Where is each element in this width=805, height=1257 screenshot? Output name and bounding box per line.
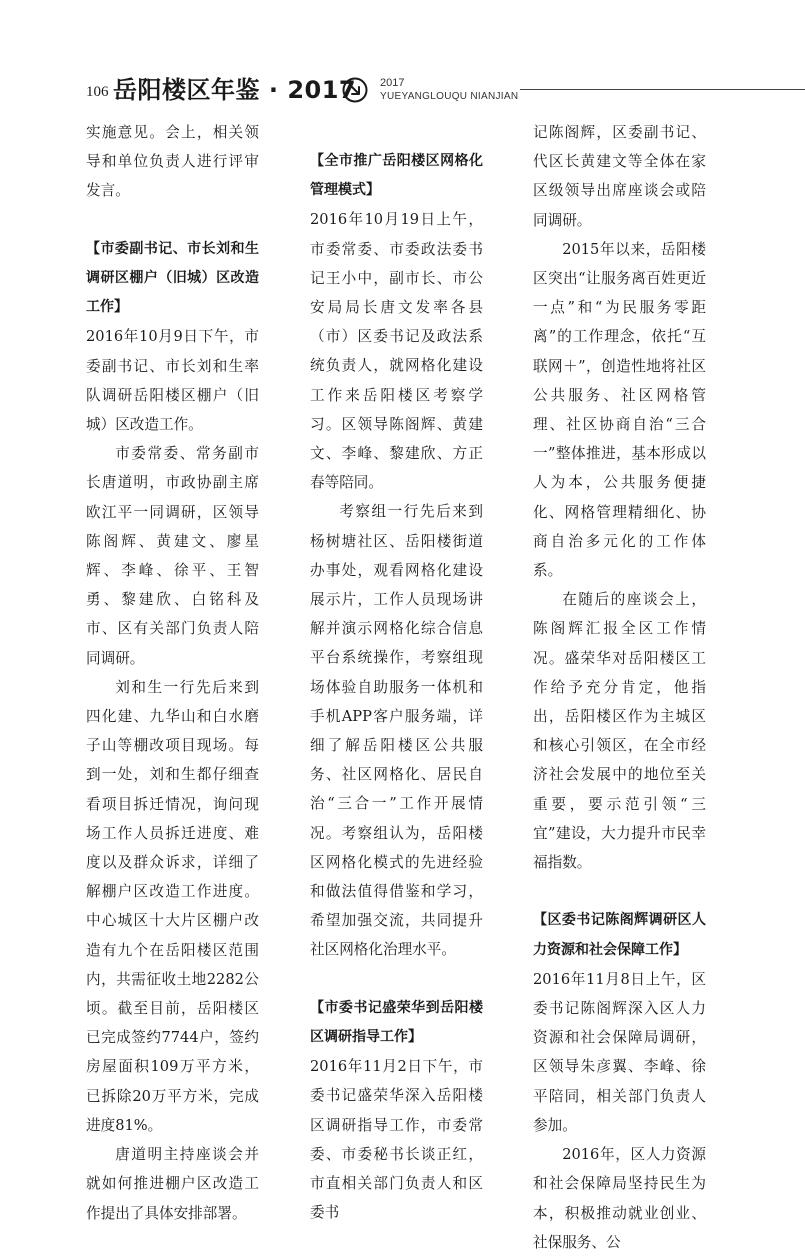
paragraph: 唐道明主持座谈会并就如何推进棚户区改造工作提出了具体安排部署。 xyxy=(86,1146,259,1222)
section-heading: 【全市推广岳阳楼区网格化管理模式】 xyxy=(310,153,483,199)
paragraph: 2016年，区人力资源和社会保障局坚持民生为本，积极推动就业创业、社保服务、公 xyxy=(533,1146,706,1251)
paragraph: 刘和生一行先后来到四化建、九华山和白水磨子山等棚改项目现场。每到一处，刘和生都仔细查看项目拆迁情况，询问现场工作人员拆迁进度、难度以及群众诉求，详细了解棚户区改造工作进度。中心城区十大片区棚户改造有九个在岳阳楼区范围内，共需征收土地2282公顷。截至目前，岳阳楼区已完成签约7744户，签约房屋面积109万平方米，已拆除20万平方米，完成进度81%。 xyxy=(86,678,259,1134)
paragraph: 市委常委、常务副市长唐道明，市政协副主席欧江平一同调研，区领导陈阁辉、黄建文、廖星辉、李峰、徐平、王智勇、黎建欣、白铭科及市、区有关部门负责人陪同调研。 xyxy=(86,445,259,667)
book-title: 岳阳楼区年鉴 · 2017 xyxy=(113,76,357,104)
paragraph: 2016年11月8日上午，区委书记陈阁辉深入区人力资源和社会保障局调研，区领导朱彦翼、李峰、徐平陪同，相关部门负责人参加。 xyxy=(533,970,706,1134)
section-heading: 【区委书记陈阁辉调研区人力资源和社会保障工作】 xyxy=(533,912,706,958)
paragraph: 2015年以来，岳阳楼区突出“让服务离百姓更近一点”和“为民服务零距离”的工作理念，依托“互联网＋”，创造性地将社区公共服务、社区网格管理、社区协商自治“三合一”整体推进，基本形成以人为本，公共服务便捷化、网格管理精细化、协商自治多元化的工作体系。 xyxy=(533,240,706,580)
text-column-2 xyxy=(310,147,483,1228)
header-year: 2017 xyxy=(380,77,405,89)
page-header xyxy=(0,0,805,110)
paragraph: 2016年11月2日下午，市委书记盛荣华深入岳阳楼区调研指导工作，市委常委、市委秘书长谈正红，市直相关部门负责人和区委书 xyxy=(310,1058,483,1222)
section-heading: 【市委书记盛荣华到岳阳楼区调研指导工作】 xyxy=(310,999,483,1046)
paragraph: 记陈阁辉，区委副书记、代区长黄建文等全体在家区级领导出席座谈会或陪同调研。 xyxy=(533,124,706,229)
circled-arrow-icon xyxy=(342,77,368,103)
paragraph: 2016年10月19日上午，市委常委、市委政法委书记王小中，副市长、市公安局局长唐文发率各县（市）区委书记及政法系统负责人，就网格化建设工作来岳阳楼区考察学习。区领导陈阁辉、黄建文、李峰、黎建欣、方正春等陪同。 xyxy=(310,211,483,492)
header-pinyin-title: YUEYANGLOUQU NIANJIAN xyxy=(380,91,519,102)
page-number: 106 xyxy=(86,84,109,100)
text-column-1 xyxy=(86,118,259,1228)
header-rule xyxy=(520,89,805,90)
paragraph: 考察组一行先后来到杨树塘社区、岳阳楼街道办事处，观看网格化建设展示片，工作人员现场讲解并演示网格化综合信息平台系统操作，考察组现场体验自助服务一体机和手机APP客户服务端，详细了解岳阳楼区公共服务、社区网格化、居民自治“三合一”工作开展情况。考察组认为，岳阳楼区网格化模式的先进经验和做法值得借鉴和学习，希望加强交流，共同提升社区网格化治理水平。 xyxy=(310,503,483,959)
paragraph: 实施意见。会上，相关领导和单位负责人进行评审发言。 xyxy=(86,124,259,200)
text-column-3 xyxy=(533,118,706,1257)
paragraph: 2016年10月9日下午，市委副书记、市长刘和生率队调研岳阳楼区棚户（旧城）区改造工作。 xyxy=(86,328,259,434)
section-heading: 【市委副书记、市长刘和生调研区棚户（旧城）区改造工作】 xyxy=(86,240,259,316)
paragraph: 在随后的座谈会上，陈阁辉汇报全区工作情况。盛荣华对岳阳楼区工作给予充分肯定，他指出，岳阳楼区作为主城区和核心引领区，在全市经济社会发展中的地位至关重要，要示范引领“三宜”建设，大力提升市民幸福指数。 xyxy=(533,591,706,872)
